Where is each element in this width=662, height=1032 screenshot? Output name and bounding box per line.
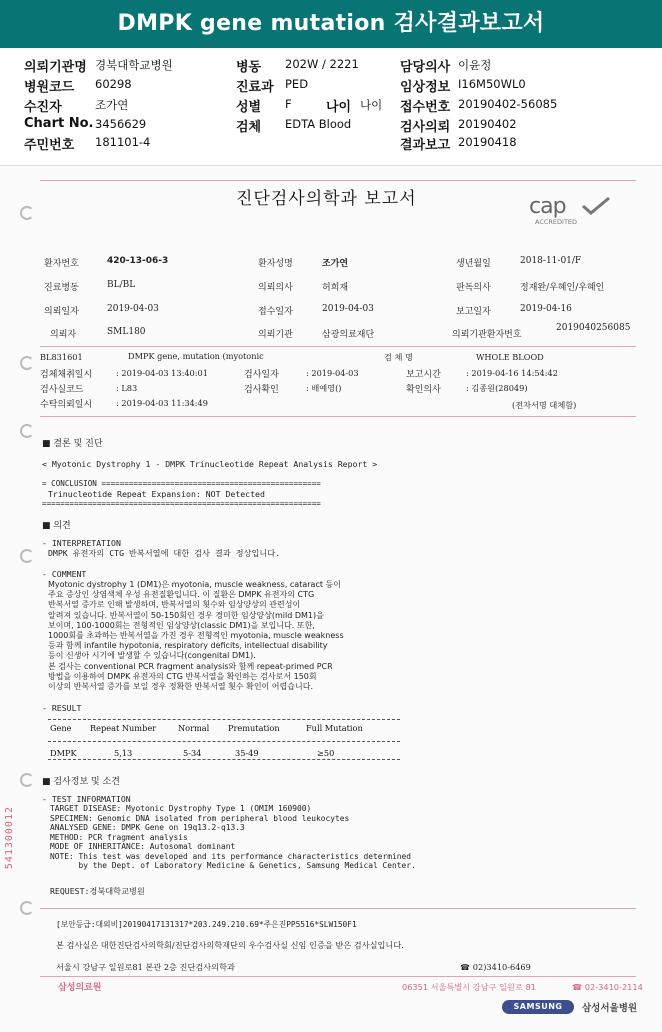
certification-text: 본 검사실은 대한진단검사의학회/진단검사의학재단의 우수검사실 신임 인증을 받은 검사실입니다. <box>56 940 404 950</box>
hospital-logo-text: 삼성서울병원 <box>582 1003 638 1014</box>
table-header-cell: Gene <box>50 723 72 733</box>
footer-address: 06351 서울특별시 강남구 일원로 81 <box>402 982 536 992</box>
footer-org: 삼성의료원 <box>58 983 102 993</box>
conclusion-label: = CONCLUSION ================================================ <box>42 479 321 488</box>
request-institution: REQUEST:경북대학교병원 <box>50 886 145 896</box>
punch-hole-icon <box>20 356 34 370</box>
report-subtitle: < Myotonic Dystrophy 1 - DMPK Trinucleotide Repeat Analysis Report > <box>42 459 378 469</box>
comment-line: Myotonic dystrophy 1 (DM1)은 myotonia, muscle weakness, cataract 등이 <box>48 580 341 589</box>
header-label: 결과보고 <box>400 138 451 153</box>
header-value: 이윤정 <box>458 58 492 72</box>
test-info-line: NOTE: This test was developed and its performance characteristics determined <box>50 851 412 861</box>
checkmark-icon <box>581 196 611 216</box>
table-cell: 5-34 <box>183 748 202 758</box>
patient-label: 의뢰일자 <box>44 307 79 317</box>
test-info-label: - TEST INFORMATION <box>42 794 131 804</box>
specimen-label: 검 체 명 <box>384 352 413 362</box>
punch-hole-icon <box>20 773 34 787</box>
time-label: 검체채취일시 <box>40 370 93 380</box>
patient-value: 2019-04-03 <box>322 304 374 314</box>
patient-value: 2019-04-16 <box>520 304 572 314</box>
section-rule <box>40 416 636 417</box>
section-title-opinion: ■ 의견 <box>42 521 71 531</box>
security-line: [보안등급:대외비]20190417131317*203.249.210.69*주은진PP5516*SLW150F1 <box>56 920 357 929</box>
table-cell: 5,13 <box>114 748 133 758</box>
table-header-cell: Normal <box>178 723 210 733</box>
header-label: 의뢰기관명 <box>24 60 87 75</box>
table-header-cell: Repeat Number <box>90 723 157 733</box>
header-label: 수진자 <box>24 100 62 115</box>
interpretation-text: DMPK 유전자의 CTG 반복서열에 대한 검사 결과 정상입니다. <box>48 548 281 558</box>
time-label: 검사일자 <box>244 370 279 380</box>
patient-label: 접수일자 <box>258 307 293 317</box>
comment-block <box>48 580 344 692</box>
request-header <box>0 52 662 164</box>
table-rule <box>48 759 400 760</box>
punch-hole-icon <box>20 206 34 220</box>
header-label: Chart No. <box>24 116 94 131</box>
patient-value: 허희재 <box>322 283 349 293</box>
test-info-line: ANALYSED GENE: DMPK Gene on 19q13.2-q13.3 <box>50 823 245 832</box>
patient-value: BL/BL <box>107 280 136 290</box>
test-info-block <box>50 804 416 871</box>
time-label: 수탁의뢰일시 <box>40 400 93 410</box>
header-label: 검체 <box>236 120 262 135</box>
time-value: : L83 <box>116 383 138 393</box>
time-label: 보고시간 <box>406 370 441 380</box>
footer-tel: ☎ 02-3410-2114 <box>572 982 643 992</box>
patient-label: 진료병동 <box>44 283 79 293</box>
test-info-line: SPECIMEN: Genomic DNA isolated from peripheral blood leukocytes <box>50 813 350 823</box>
patient-value: 정재완/우혜인/우혜인 <box>520 283 605 293</box>
e-signature-note: (전자서명 대체함) <box>512 400 577 410</box>
test-code: BL831601 <box>40 352 83 362</box>
comment-line: 1000회를 초과하는 반복서열을 가진 경우 전형적인 myotonia, muscle weakness <box>48 631 344 641</box>
comment-line: 등이 신생아 시기에 발생할 수 있습니다(congenital DM1). <box>48 651 256 661</box>
time-value: : 2019-04-03 11:34:49 <box>116 398 208 408</box>
table-header-row <box>48 721 400 737</box>
lab-address: 서울시 강남구 일원로81 본관 2층 진단검사의학과 <box>56 962 235 972</box>
time-label: 검사확인 <box>244 385 279 395</box>
footer-rule <box>40 908 636 909</box>
header-label: 병동 <box>236 60 262 75</box>
patient-label: 보고일자 <box>456 307 491 317</box>
header-value: 20190418 <box>458 135 517 149</box>
patient-value: 조가연 <box>322 259 349 269</box>
comment-line: 반복서열 증가로 인해 발생하며, 반복서열의 횟수와 임상양상의 관련성이 <box>48 600 301 610</box>
specimen-value: WHOLE BLOOD <box>476 352 544 362</box>
patient-value: 2019-04-03 <box>107 304 159 314</box>
patient-label: 의뢰의사 <box>258 283 293 293</box>
cap-accredited-text: ACCREDITED <box>535 218 578 226</box>
header-value: 3456629 <box>95 117 147 131</box>
header-label: 성별 <box>236 100 262 115</box>
test-info-line: METHOD: PCR fragment analysis <box>50 832 188 842</box>
interpretation-label: - INTERPRETATION <box>42 538 121 548</box>
time-label: 검사실코드 <box>40 385 84 395</box>
patient-label: 의뢰기관 <box>258 330 293 340</box>
header-value: 20190402-56085 <box>458 97 558 111</box>
table-cell: DMPK <box>50 748 77 758</box>
table-header-cell: Full Mutation <box>306 723 363 733</box>
header-value: 조가연 <box>95 98 129 112</box>
conclusion-end: ============================================================= <box>42 499 321 508</box>
table-rule <box>48 719 400 720</box>
punch-hole-icon <box>20 549 34 563</box>
report-heading: 진단검사의학과 보고서 <box>236 189 417 209</box>
patient-label: 환자번호 <box>44 259 79 269</box>
comment-line: 등과 함께 infantile hypotonia, respiratory deficits, intellectual disability <box>48 641 328 651</box>
age-value: 나이 <box>360 98 383 112</box>
lab-phone: ☎ 02)3410-6469 <box>460 962 531 972</box>
header-label: 진료과 <box>236 80 274 95</box>
header-label: 병원코드 <box>24 80 75 95</box>
comment-label: - COMMENT <box>42 569 87 579</box>
time-value: : 김종원(28049) <box>466 383 528 393</box>
punch-hole-icon <box>20 901 34 915</box>
age-label: 나이 <box>326 100 352 115</box>
header-value: PED <box>285 77 309 91</box>
patient-label: 의뢰자 <box>50 330 77 340</box>
time-value: : 2019-04-03 13:40:01 <box>116 368 208 378</box>
section-title-info: ■ 검사정보 및 소견 <box>42 777 120 787</box>
comment-line: 방법을 이용하여 DMPK 유전자의 CTG 반복서열을 확인하는 검사로서 150회 <box>48 671 317 681</box>
header-label: 접수번호 <box>400 100 451 115</box>
patient-value: 2018-11-01/F <box>520 256 582 266</box>
table-row <box>48 744 400 760</box>
time-value: : 2019-04-16 14:54:42 <box>466 368 558 378</box>
cap-logo-text: cap <box>529 194 566 219</box>
header-value: F <box>285 97 292 111</box>
patient-value: 2019040256085 <box>556 323 631 333</box>
test-info-line: MODE OF INHERITANCE: Autosomal dominant <box>50 842 236 851</box>
table-header-cell: Premutation <box>228 723 280 733</box>
patient-label: 환자성명 <box>258 259 293 269</box>
patient-label: 의뢰기관환자번호 <box>452 330 522 340</box>
comment-line: 이상의 반복서열 증가를 보일 경우 정확한 반복서열 횟수 확인이 어렵습니다. <box>48 682 313 692</box>
header-label: 담당의사 <box>400 60 451 75</box>
header-label: 주민번호 <box>24 138 75 153</box>
patient-value: SML180 <box>107 327 146 337</box>
punch-hole-icon <box>20 424 34 438</box>
test-name: DMPK gene, mutation (myotonic <box>128 351 264 361</box>
table-cell: ≥50 <box>317 748 335 758</box>
comment-line: 알려져 있습니다. 반복서열이 50-150회인 경우 경미한 임상양상(mild DM1)을 <box>48 610 324 620</box>
header-value: 60298 <box>95 77 132 91</box>
section-title-conclusion: ■ 결론 및 진단 <box>42 439 103 449</box>
test-info-line: by the Dept. of Laboratory Medicine & Genetics, Samsung Medical Center. <box>50 861 416 870</box>
report-title: DMPK gene mutation 검사결과보고서 <box>117 11 545 36</box>
header-label: 임상정보 <box>400 80 451 95</box>
table-rule <box>48 741 400 742</box>
time-label: 확인의사 <box>406 385 441 395</box>
table-cell: 35-49 <box>235 748 259 758</box>
patient-value: 삼광의료재단 <box>322 330 375 340</box>
conclusion-text: Trinucleotide Repeat Expansion: NOT Detected <box>48 489 265 499</box>
test-info-line: TARGET DISEASE: Myotonic Dystrophy Type 1 (OMIM 160900) <box>50 804 312 813</box>
header-value: 경북대학교병원 <box>95 58 173 72</box>
header-value: 202W / 2221 <box>285 57 359 71</box>
result-table <box>48 719 400 758</box>
patient-label: 생년월일 <box>456 259 491 269</box>
header-label: 검사의뢰 <box>400 120 451 135</box>
header-value: I16M50WL0 <box>458 77 526 91</box>
header-value: EDTA Blood <box>285 117 352 131</box>
report-title-bar <box>0 0 662 48</box>
scanned-report <box>0 165 662 1032</box>
patient-label: 판독의사 <box>456 283 491 293</box>
patient-value: 420-13-06-3 <box>107 256 169 266</box>
comment-line: 보이며, 100-1000회는 전형적인 임상양상(classic DM1)을 보입니다. 또한, <box>48 620 315 630</box>
time-value: : 배예영() <box>306 383 342 393</box>
patient-rule <box>40 346 636 347</box>
header-value: 20190402 <box>458 117 517 131</box>
result-label: - RESULT <box>42 703 82 713</box>
comment-line: 주요 증상인 상염색체 우성 유전질환입니다. 이 질환은 DMPK 유전자의 CTG <box>48 590 315 600</box>
samsung-logo: SAMSUNG <box>502 1000 574 1014</box>
comment-line: 본 검사는 conventional PCR fragment analysis와 함께 repeat-primed PCR <box>48 661 333 671</box>
header-value: 181101-4 <box>95 135 151 149</box>
time-value: : 2019-04-03 <box>306 368 359 378</box>
top-rule <box>40 180 636 181</box>
side-document-id: 541300012 <box>4 806 15 870</box>
bottom-rule <box>40 976 636 977</box>
cap-accredited-logo <box>529 194 613 228</box>
